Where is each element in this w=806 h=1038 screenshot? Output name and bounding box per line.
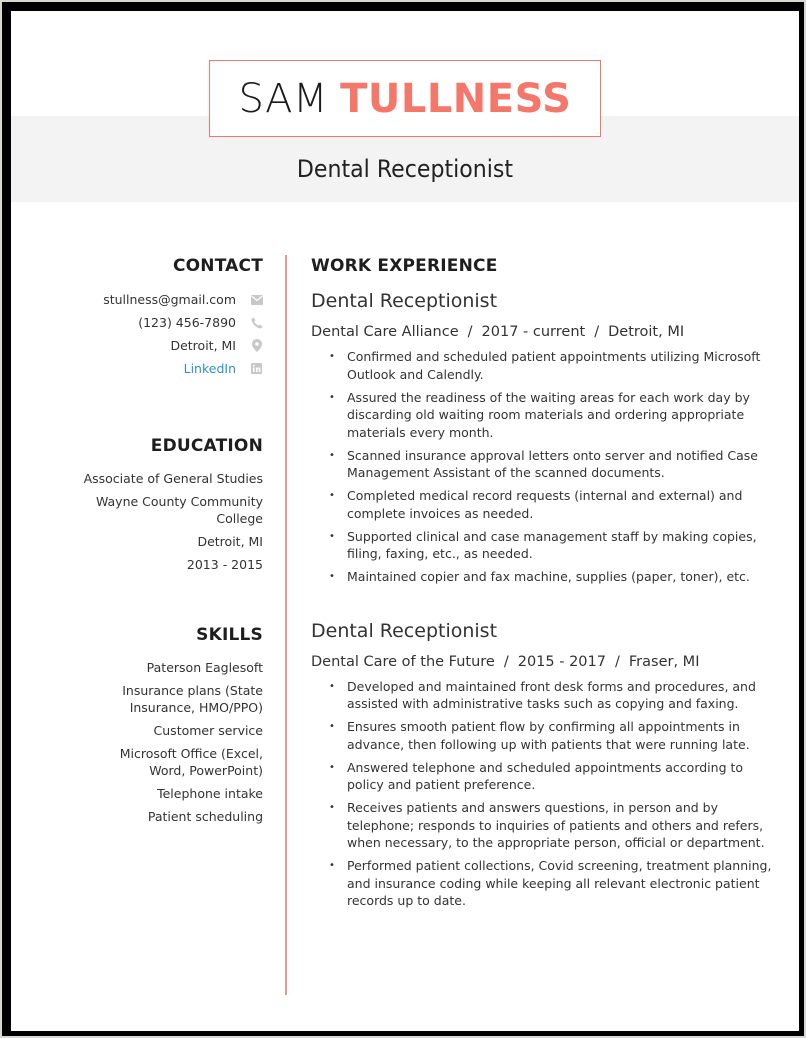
job-entry xyxy=(311,290,781,586)
job-title-heading: Dental Receptionist xyxy=(296,155,514,183)
job-entry-title: Dental Receptionist xyxy=(311,619,498,642)
education-section xyxy=(11,436,263,573)
job-entry-meta xyxy=(311,654,781,670)
skill-item: Insurance plans (State Insurance, HMO/PPO) xyxy=(122,683,263,715)
contact-phone[interactable] xyxy=(11,311,263,334)
job-bullet: • Supported clinical and case management staff by making copies, filing, faxing, etc., as needed. xyxy=(329,528,781,563)
job-entry-title: Dental Receptionist xyxy=(311,290,498,312)
meta-separator: / xyxy=(503,653,509,670)
job-bullet: • Ensures smooth patient flow by confirming all appointments in advance, then following up with patients that were running late. xyxy=(329,718,781,753)
job-entry xyxy=(311,620,781,910)
meta-separator: / xyxy=(467,324,473,340)
column-divider xyxy=(285,255,287,995)
job-bullet: • Scanned insurance approval letters onto server and notified Case Management Assistant of the scanned documents. xyxy=(329,447,781,482)
linkedin-icon xyxy=(250,362,263,375)
contact-heading: CONTACT xyxy=(172,256,263,276)
education-school: Wayne County Community College xyxy=(95,494,263,526)
contact-section xyxy=(11,256,263,380)
contact-linkedin[interactable] xyxy=(11,357,263,380)
job-bullet: • Confirmed and scheduled patient appointments utilizing Microsoft Outlook and Calendly. xyxy=(329,348,781,383)
job-bullet: • Assured the readiness of the waiting areas for each work day by discarding old waiting room materials and ordering appropriate materials every month. xyxy=(329,389,781,442)
education-degree: Associate of General Studies xyxy=(83,471,263,486)
resume-page xyxy=(11,11,799,1031)
skills-heading: SKILLS xyxy=(196,625,263,645)
contact-email[interactable] xyxy=(11,288,263,311)
skill-item: Telephone intake xyxy=(157,786,263,801)
education-heading: EDUCATION xyxy=(150,436,263,456)
right-column xyxy=(311,256,781,915)
skills-section xyxy=(11,625,263,825)
job-bullet: • Completed medical record requests (internal and external) and complete invoices as needed. xyxy=(329,487,781,522)
job-bullets xyxy=(311,678,781,910)
phone-icon xyxy=(250,316,263,329)
work-experience-heading: WORK EXPERIENCE xyxy=(311,256,498,276)
job-dates: 2015 - 2017 xyxy=(517,653,606,670)
job-location: Detroit, MI xyxy=(608,324,685,340)
first-name: SAM xyxy=(238,75,329,122)
envelope-icon xyxy=(250,293,263,306)
skill-item: Customer service xyxy=(153,723,263,738)
contact-location xyxy=(11,334,263,357)
job-bullet: • Developed and maintained front desk forms and procedures, and assisted with administrative tasks such as copying and faxing. xyxy=(329,678,781,713)
job-company: Dental Care Alliance xyxy=(311,324,459,340)
page-frame xyxy=(2,2,804,1036)
job-dates: 2017 - current xyxy=(481,324,586,340)
phone-text: (123) 456-7890 xyxy=(138,315,236,330)
email-text: stullness@gmail.com xyxy=(103,292,236,307)
skill-item: Patient scheduling xyxy=(147,809,263,824)
job-bullets xyxy=(311,348,781,586)
location-text: Detroit, MI xyxy=(170,338,236,353)
left-column xyxy=(11,256,263,831)
education-location: Detroit, MI xyxy=(197,534,263,549)
map-pin-icon xyxy=(250,339,263,352)
meta-separator: / xyxy=(594,324,600,340)
education-dates: 2013 - 2015 xyxy=(186,557,263,572)
job-bullet: • Maintained copier and fax machine, supplies (paper, toner), etc. xyxy=(329,568,781,586)
meta-separator: / xyxy=(615,653,620,670)
job-bullet: • Answered telephone and scheduled appointments according to policy and patient preference. xyxy=(329,759,781,794)
job-bullet: • Performed patient collections, Covid screening, treatment planning, and insurance coding while keeping all relevant electronic patient records up to date. xyxy=(329,857,781,910)
skill-item: Microsoft Office (Excel, Word, PowerPoint) xyxy=(119,746,263,778)
linkedin-link[interactable]: LinkedIn xyxy=(183,361,236,376)
job-bullet: • Receives patients and answers questions, in person and by telephone; responds to inquiries of patients and others and refers, when necessary, to the appropriate person, official or department. xyxy=(329,799,781,852)
skill-item: Paterson Eaglesoft xyxy=(146,660,263,675)
last-name: TULLNESS xyxy=(340,75,572,122)
job-location: Fraser, MI xyxy=(628,653,700,670)
job-entry-meta xyxy=(311,324,781,340)
name-box xyxy=(209,60,601,137)
job-company: Dental Care of the Future xyxy=(311,653,495,670)
